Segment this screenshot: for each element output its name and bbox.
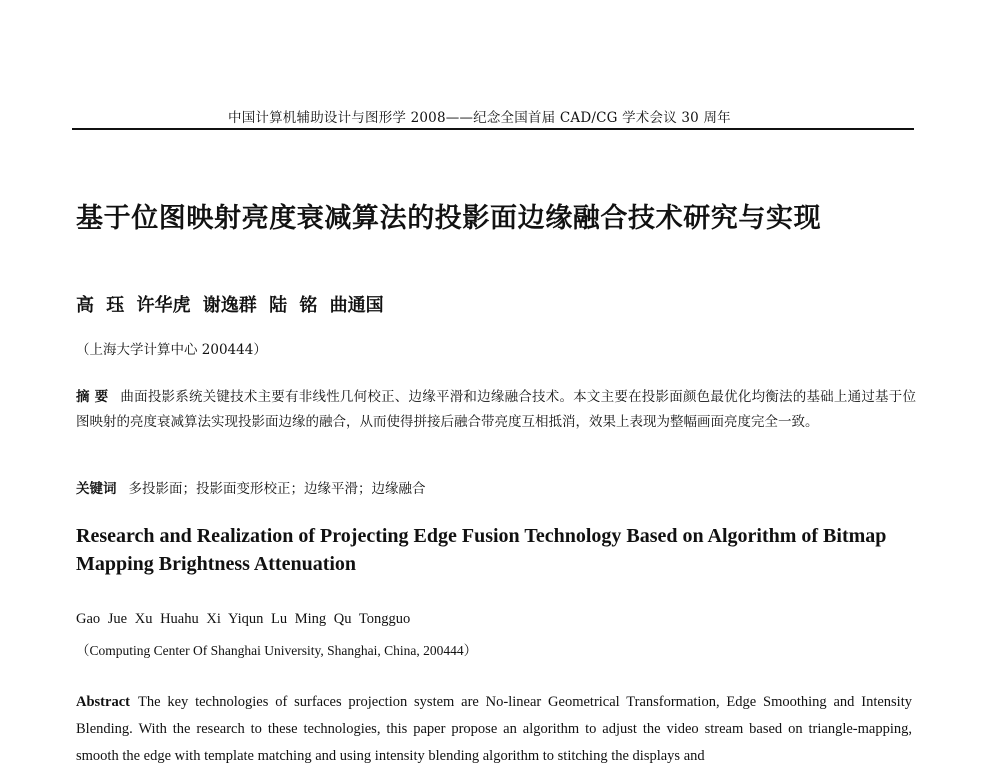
abstract-cn <box>76 385 916 435</box>
abstract-text-en: The key technologies of surfaces projection system are No-linear Geometrical Transformation, Edge Smoothing and Intensity Blending. With the research to these technologies, this paper propose an algorithm to adjust the video stream based on triangle-mapping, smooth the edge with template matching and using intensity blending algorithm to stitching the displays and <box>76 694 912 764</box>
abstract-label-cn: 摘 要 <box>76 389 109 405</box>
running-header: 中国计算机辅助设计与图形学 2008——纪念全国首届 CAD/CG 学术会议 30 周年 <box>228 110 731 126</box>
abstract-en <box>76 689 912 770</box>
affiliation-cn: （上海大学计算中心 200444） <box>76 342 267 358</box>
abstract-label-en: Abstract <box>76 694 130 710</box>
keywords-cn <box>76 477 426 497</box>
paper-title-en: Research and Realization of Projecting Edge Fusion Technology Based on Algorithm of Bitmap Mapping Brightness Attenuation <box>76 525 887 575</box>
abstract-text-cn: 曲面投影系统关键技术主要有非线性几何校正、边缘平滑和边缘融合技术。本文主要在投影面颜色最优化均衡法的基础上通过基于位图映射的亮度衰减算法实现投影面边缘的融合，从而使得拼接后融合带亮度互相抵消，效果上表现为整幅画面亮度完全一致。 <box>76 389 917 430</box>
authors-en: Gao Jue Xu Huahu Xi Yiqun Lu Ming Qu Tongguo <box>76 611 411 627</box>
affiliation-en: （Computing Center Of Shanghai University, Shanghai, China, 200444） <box>76 643 478 658</box>
authors-cn: 高 珏 许华虎 谢逸群 陆 铭 曲通国 <box>76 295 384 316</box>
paper-title-cn: 基于位图映射亮度衰减算法的投影面边缘融合技术研究与实现 <box>76 203 822 234</box>
header-rule <box>72 128 914 130</box>
keywords-label-cn: 关键词 <box>76 481 117 497</box>
keywords-text-cn: 多投影面；投影面变形校正；边缘平滑；边缘融合 <box>128 481 426 497</box>
